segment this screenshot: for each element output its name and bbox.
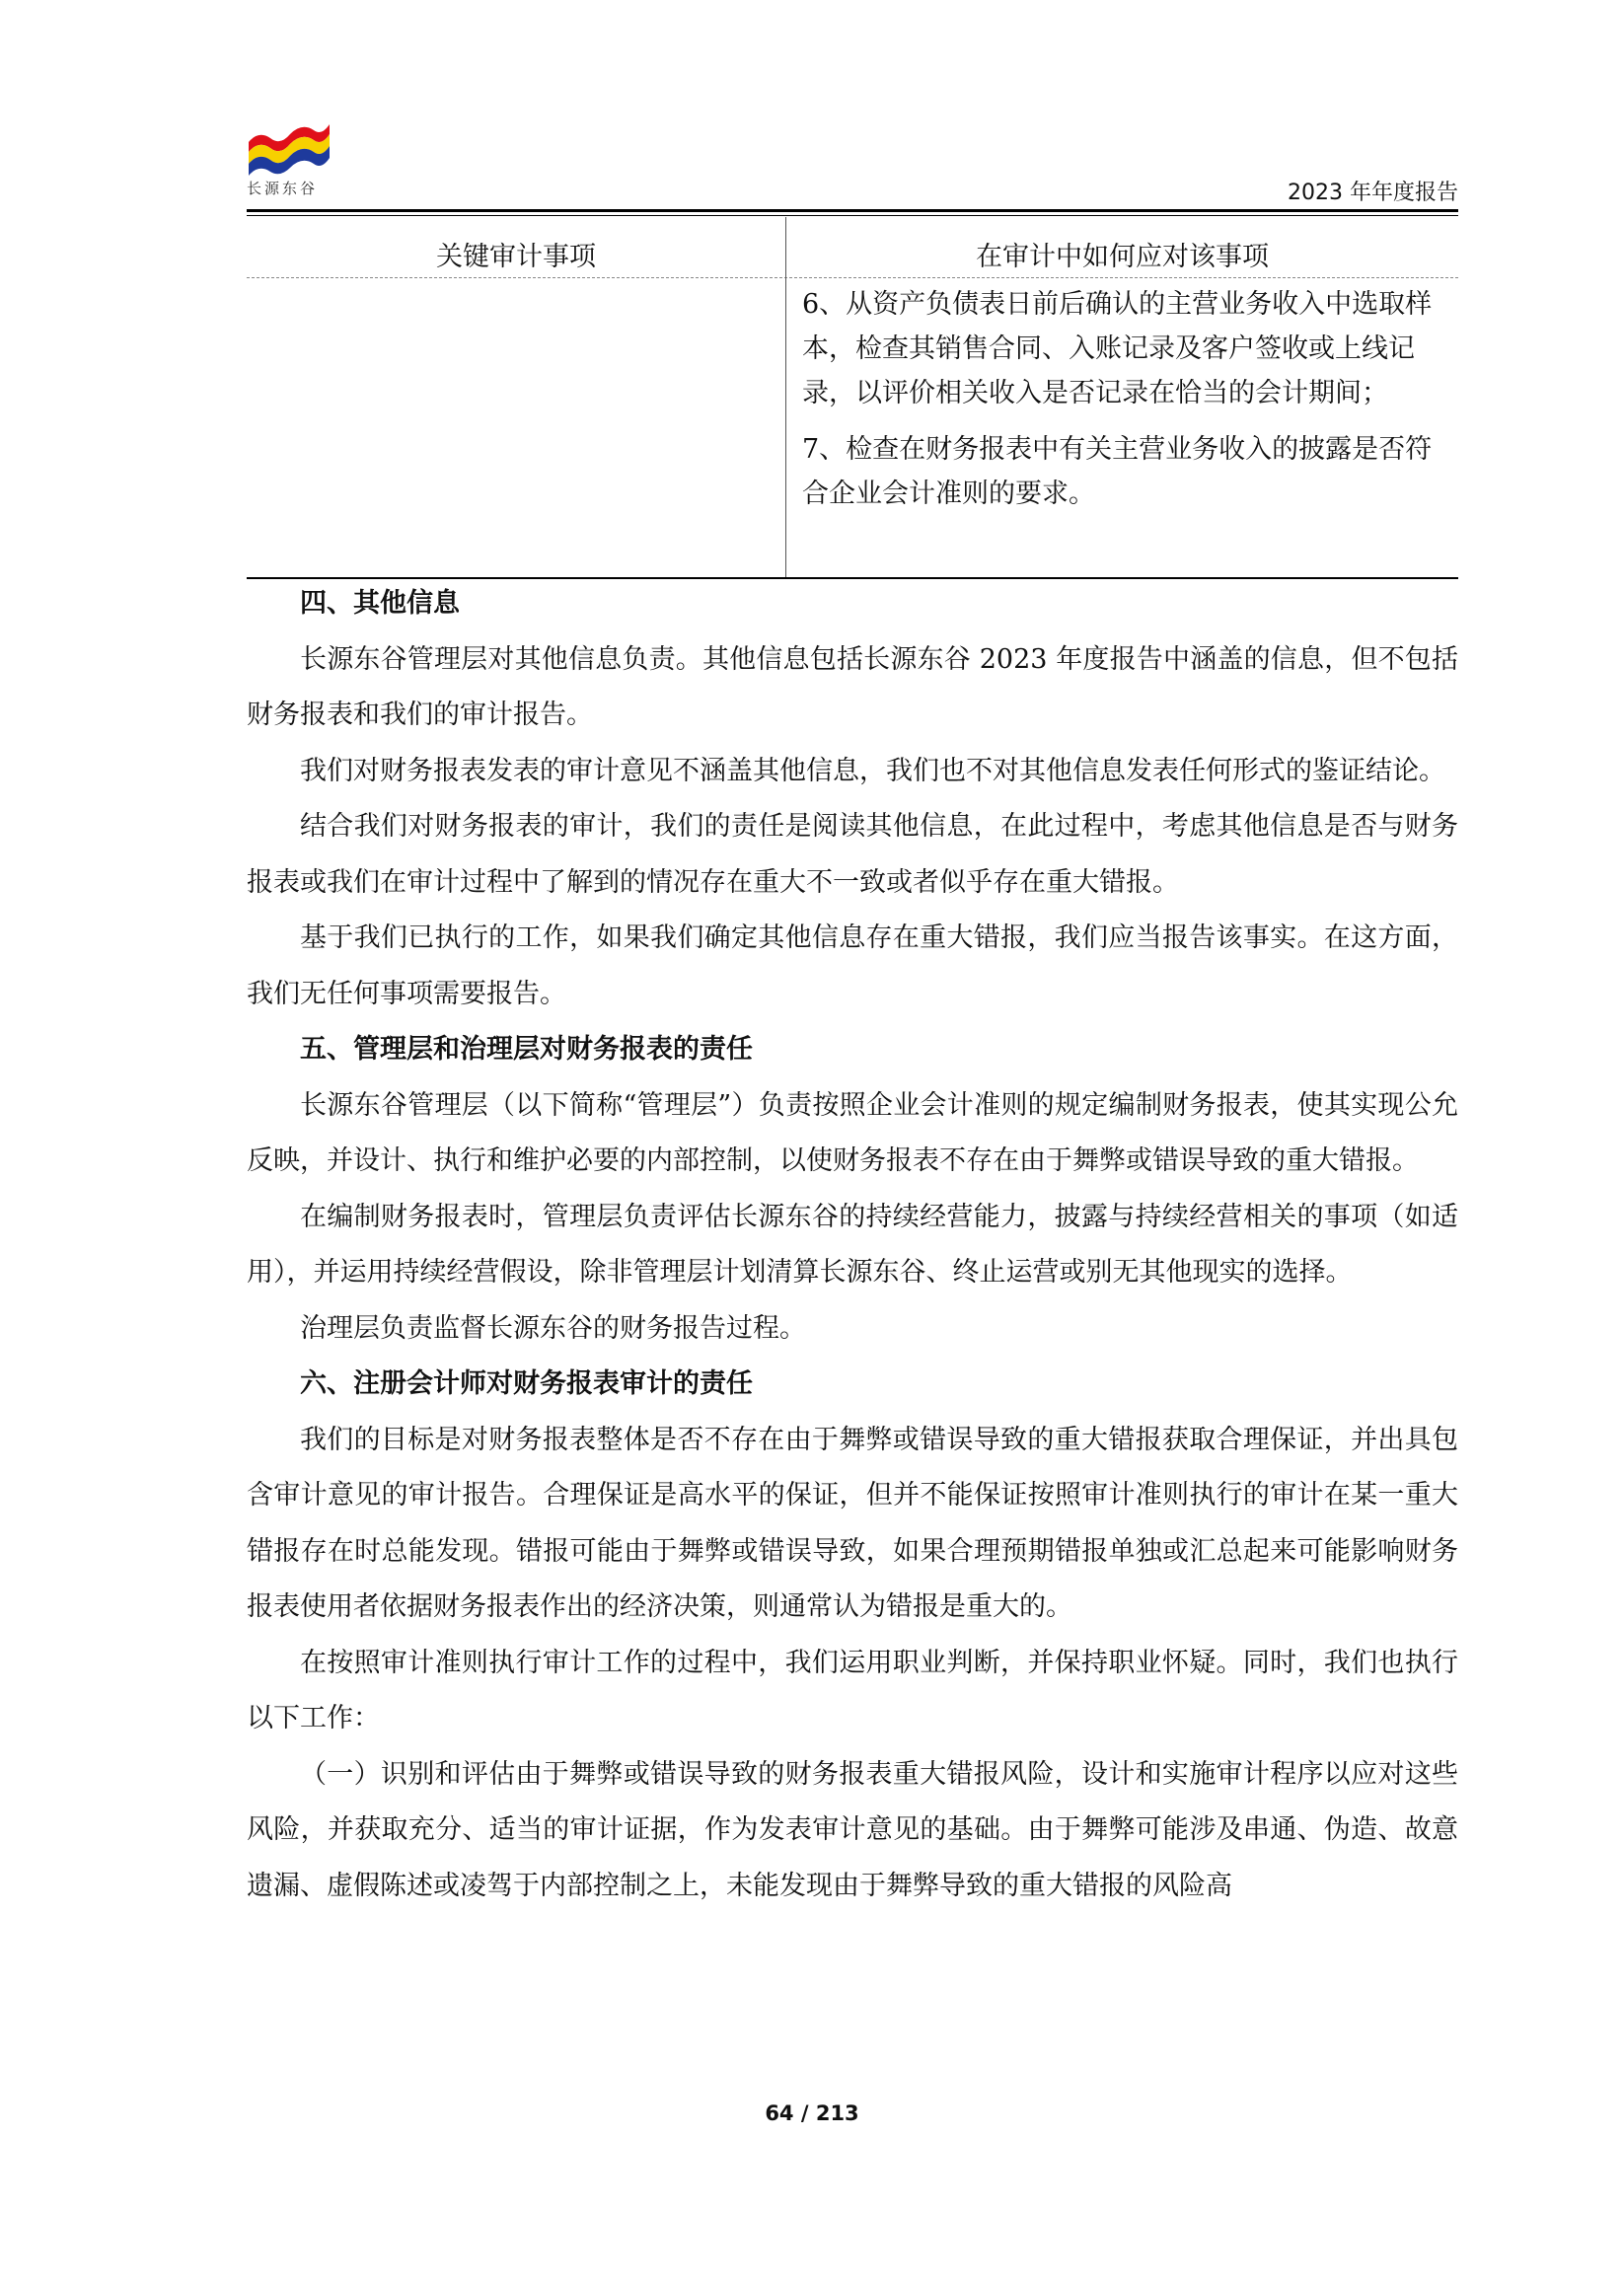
table-header-key-matter: 关键审计事项 [436, 242, 596, 272]
paragraph: 在按照审计准则执行审计工作的过程中，我们运用职业判断，并保持职业怀疑。同时，我们也执行以下工作： [247, 1647, 1458, 1733]
paragraph: 结合我们对财务报表的审计，我们的责任是阅读其他信息，在此过程中，考虑其他信息是否与财务报表或我们在审计过程中了解到的情况存在重大不一致或者似乎存在重大错报。 [247, 811, 1458, 898]
paragraph: 我们的目标是对财务报表整体是否不存在由于舞弊或错误导致的重大错报获取合理保证，并出具包含审计意见的审计报告。合理保证是高水平的保证，但并不能保证按照审计准则执行的审计在某一重大错报存在时总能发现。错报可能由于舞弊或错误导致，如果合理预期错报单独或汇总起来可能影响财务报表使用者依据财务报表作出的经济决策，则通常认为错报是重大的。 [247, 1424, 1458, 1622]
company-logo [247, 116, 332, 203]
report-title: 2023 年年度报告 [1288, 181, 1458, 205]
logo-stripes-icon [247, 116, 332, 178]
paragraph: 长源东谷管理层对其他信息负责。其他信息包括长源东谷 2023 年度报告中涵盖的信息，但不包括财务报表和我们的审计报告。 [247, 643, 1458, 730]
page-number: 64 / 213 [765, 2101, 859, 2125]
section-heading-management-responsibility: 五、管理层和治理层对财务报表的责任 [300, 1034, 753, 1065]
section-heading-other-information: 四、其他信息 [300, 588, 460, 619]
table-header-rule [247, 277, 1458, 278]
response-item: 6、从资产负债表日前后确认的主营业务收入中选取样本，检查其销售合同、入账记录及客户签收或上线记录，以评价相关收入是否记录在恰当的会计期间； [802, 289, 1433, 408]
paragraph: 基于我们已执行的工作，如果我们确定其他信息存在重大错报，我们应当报告该事实。在这方面，我们无任何事项需要报告。 [247, 922, 1458, 1009]
section-heading-auditor-responsibility: 六、注册会计师对财务报表审计的责任 [300, 1368, 753, 1399]
header-rule [247, 209, 1458, 212]
paragraph: 长源东谷管理层（以下简称“管理层”）负责按照企业会计准则的规定编制财务报表，使其实现公允反映，并设计、执行和维护必要的内部控制，以使财务报表不存在由于舞弊或错误导致的重大错报。 [247, 1089, 1458, 1176]
paragraph: 在编制财务报表时，管理层负责评估长源东谷的持续经营能力，披露与持续经营相关的事项（如适用），并运用持续经营假设，除非管理层计划清算长源东谷、终止运营或别无其他现实的选择。 [247, 1201, 1458, 1288]
paragraph: 治理层负责监督长源东谷的财务报告过程。 [300, 1312, 806, 1344]
report-body [247, 576, 1458, 1914]
key-audit-matters-table [247, 217, 1458, 579]
table-column-divider [785, 217, 786, 579]
paragraph: 我们对财务报表发表的审计意见不涵盖其他信息，我们也不对其他信息发表任何形式的鉴证结论。 [300, 755, 1445, 786]
logo-text: 长源东谷 [247, 180, 319, 197]
response-item: 7、检查在财务报表中有关主营业务收入的披露是否符合企业会计准则的要求。 [802, 434, 1433, 509]
table-header-response: 在审计中如何应对该事项 [976, 242, 1269, 272]
header-rule-thin [247, 215, 1458, 216]
table-cell-response [802, 282, 1443, 528]
paragraph: （一）识别和评估由于舞弊或错误导致的财务报表重大错报风险，设计和实施审计程序以应对这些风险，并获取充分、适当的审计证据，作为发表审计意见的基础。由于舞弊可能涉及串通、伪造、故意遗漏、虚假陈述或凌驾于内部控制之上，未能发现由于舞弊导致的重大错报的风险高 [247, 1758, 1458, 1901]
